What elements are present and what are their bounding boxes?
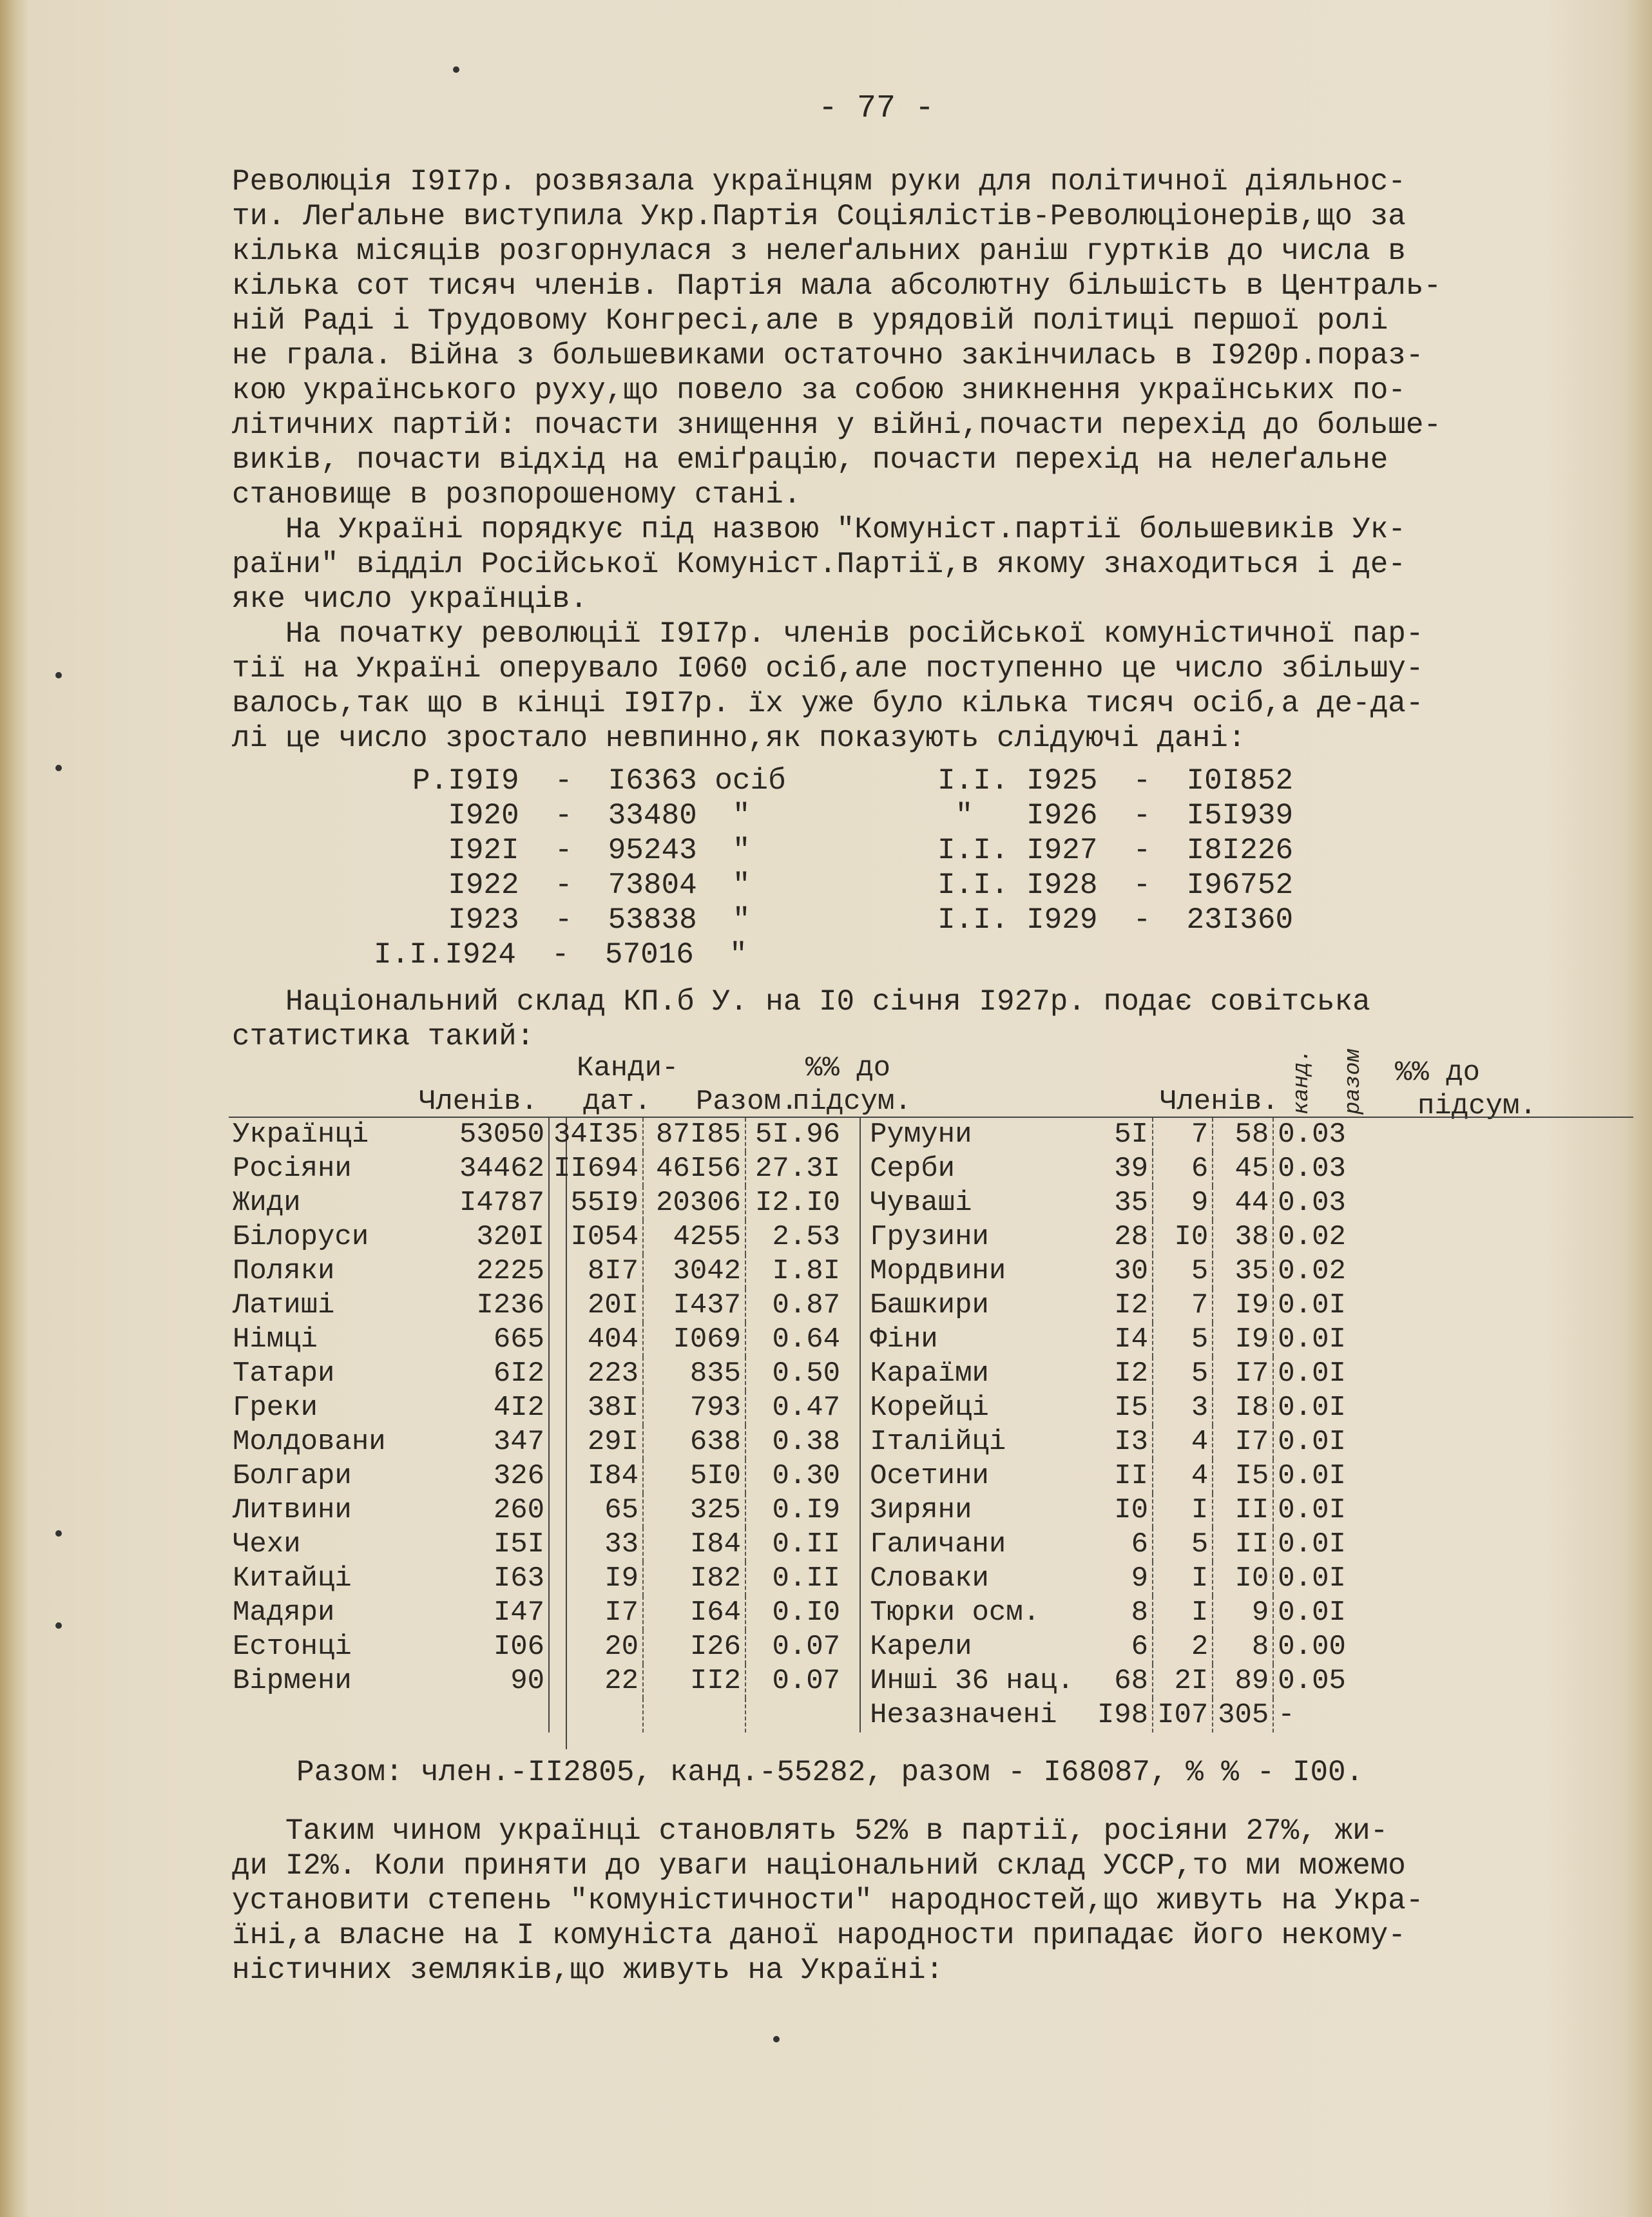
cell-r-pct: 0.00 — [1273, 1630, 1378, 1664]
cell-r-mem: 5I — [1114, 1118, 1149, 1151]
membership-row: Р.I9I9 - I6363 осіб — [412, 764, 786, 798]
cell-l-kand: 34I35 — [549, 1118, 643, 1152]
cell-l-pct: 0.30 — [745, 1459, 860, 1493]
page-number: - 77 - — [818, 90, 935, 127]
cell-l-pct: 0.07 — [745, 1630, 860, 1664]
cell-l-pct: 0.47 — [745, 1391, 860, 1425]
cell-l-tot: 325 — [643, 1493, 745, 1528]
table-row — [229, 1186, 1378, 1220]
cell-l-mem: I5I — [493, 1528, 545, 1560]
table-row — [229, 1220, 1378, 1254]
text-line: ністичних земляків,що живуть на Україні: — [232, 1953, 944, 1987]
cell-r-tot: 58 — [1213, 1118, 1273, 1152]
cell-r-mem: I4 — [1114, 1323, 1149, 1356]
cell-l-name: Татари — [233, 1358, 335, 1390]
text-line: їні,а власне на I комуніста даної народности припадає його некому- — [232, 1919, 1406, 1952]
paragraph-growth — [232, 617, 1591, 756]
cell-r-pct: 0.05 — [1273, 1664, 1378, 1698]
table-row — [229, 1289, 1378, 1323]
cell-l-name: Молдовани — [233, 1426, 386, 1458]
text-line: валось,так що в кінці I9I7р. їх уже було кілька тисяч осіб,а де-да- — [232, 687, 1424, 720]
cell-r-pct: 0.02 — [1273, 1220, 1378, 1254]
cell-r-name: Тюрки осм. — [860, 1596, 1086, 1630]
cell-l-tot: 20306 — [643, 1186, 745, 1220]
header-members: Членів. — [419, 1086, 538, 1118]
cell-r-name: Башкири — [860, 1289, 1086, 1323]
cell-l-name: Естонці — [233, 1631, 352, 1663]
cell-r-pct: 0.0I — [1273, 1357, 1378, 1391]
text-line: лі це число зростало невпинно,як показують слідуючі дані: — [232, 722, 1246, 755]
membership-row: I.I. I929 - 23I360 — [937, 903, 1294, 937]
cell-r-kand: 9 — [1153, 1186, 1213, 1220]
cell-r-pct: 0.0I — [1273, 1596, 1378, 1630]
cell-l-pct: 5I.96 — [745, 1118, 860, 1152]
cell-r-tot: 9 — [1213, 1596, 1273, 1630]
cell-l-name: Латиші — [233, 1289, 335, 1321]
cell-l-pct: I.8I — [745, 1254, 860, 1289]
cell-r-tot: 305 — [1213, 1698, 1273, 1732]
cell-r-tot: I9 — [1213, 1323, 1273, 1357]
cell-l-pct: 0.07 — [745, 1664, 860, 1698]
cell-l-mem — [456, 1698, 549, 1732]
cell-l-name: Поляки — [233, 1255, 335, 1287]
cell-l-pct: 0.I9 — [745, 1493, 860, 1528]
cell-r-kand: 7 — [1153, 1289, 1213, 1323]
cell-r-mem: 68 — [1114, 1665, 1149, 1697]
cell-l-mem: I47 — [493, 1597, 545, 1629]
cell-r-mem: 9 — [1131, 1562, 1149, 1595]
cell-l-tot: 638 — [643, 1425, 745, 1459]
ink-speck — [55, 1530, 62, 1537]
table-row — [229, 1493, 1378, 1528]
cell-l-mem: 326 — [493, 1460, 545, 1492]
membership-row: I920 - 33480 " — [412, 799, 751, 832]
cell-r-mem: 8 — [1131, 1597, 1149, 1629]
cell-r-tot: I7 — [1213, 1357, 1273, 1391]
cell-r-tot: 8 — [1213, 1630, 1273, 1664]
header-total: Разом. — [696, 1086, 798, 1118]
table-row — [229, 1152, 1378, 1186]
cell-l-mem: I4787 — [459, 1187, 545, 1219]
cell-l-name: Українці — [233, 1118, 369, 1151]
cell-l-pct: 2.53 — [745, 1220, 860, 1254]
cell-l-mem: 34462 — [459, 1153, 545, 1185]
header-members-right: Членів. — [1160, 1086, 1279, 1118]
cell-r-name: Карели — [860, 1630, 1086, 1664]
cell-r-pct: 0.0I — [1273, 1289, 1378, 1323]
header-kand-rotated: канд. — [1290, 1048, 1314, 1115]
membership-row: I.I. I927 - I8I226 — [937, 834, 1294, 867]
cell-l-mem: 53050 — [459, 1118, 545, 1151]
cell-l-kand: 8I7 — [549, 1254, 643, 1289]
cell-l-name: Жиди — [233, 1187, 301, 1219]
cell-r-mem: I5 — [1114, 1392, 1149, 1424]
cell-l-mem: 2225 — [476, 1255, 545, 1287]
membership-row: I92I - 95243 " — [412, 834, 751, 867]
table-row — [229, 1630, 1378, 1664]
table-row — [229, 1357, 1378, 1391]
cell-r-pct: 0.03 — [1273, 1186, 1378, 1220]
cell-l-mem: 320I — [476, 1221, 545, 1253]
cell-r-tot: I9 — [1213, 1289, 1273, 1323]
table-row — [229, 1596, 1378, 1630]
cell-l-kand: 20 — [549, 1630, 643, 1664]
text-line: ній Раді і Трудовому Конгресі,але в урядовій політиці першої ролі — [232, 304, 1388, 338]
cell-r-name: Фіни — [860, 1323, 1086, 1357]
cell-r-mem: I0 — [1114, 1494, 1149, 1526]
text-line: ти. Леґальне виступила Укр.Партія Соціялістів-Революціонерів,що за — [232, 200, 1406, 233]
cell-l-pct: 0.87 — [745, 1289, 860, 1323]
cell-r-name: Инші 36 нац. — [860, 1664, 1086, 1698]
cell-r-kand: 4 — [1153, 1425, 1213, 1459]
text-line: літичних партій: почасти знищення у війні,почасти перехід до больше- — [232, 408, 1442, 442]
table-row — [229, 1118, 1378, 1152]
cell-r-mem: II — [1114, 1460, 1149, 1492]
ink-speck — [55, 1622, 62, 1629]
cell-l-tot: I64 — [643, 1596, 745, 1630]
cell-r-pct: 0.0I — [1273, 1391, 1378, 1425]
cell-r-name: Серби — [860, 1152, 1086, 1186]
cell-r-pct: 0.0I — [1273, 1425, 1378, 1459]
ink-speck — [453, 66, 459, 73]
cell-l-mem: I236 — [476, 1289, 545, 1321]
ink-speck — [55, 672, 62, 678]
cell-r-kand: I07 — [1153, 1698, 1213, 1732]
header-kandy-top: Канди- — [577, 1052, 679, 1084]
table-row — [229, 1562, 1378, 1596]
cell-l-kand: I9 — [549, 1562, 643, 1596]
cell-l-name: Греки — [233, 1392, 318, 1424]
cell-r-mem: 28 — [1114, 1221, 1149, 1253]
header-pct-bottom-right: підсум. — [1417, 1090, 1537, 1122]
cell-r-mem: 30 — [1114, 1255, 1149, 1287]
membership-row: I923 - 53838 " — [412, 903, 751, 937]
cell-r-kand: 5 — [1153, 1254, 1213, 1289]
table-row — [229, 1391, 1378, 1425]
cell-r-pct: 0.0I — [1273, 1323, 1378, 1357]
cell-l-pct: 0.38 — [745, 1425, 860, 1459]
cell-r-name: Чуваші — [860, 1186, 1086, 1220]
membership-list-left — [374, 763, 786, 972]
cell-r-tot: 35 — [1213, 1254, 1273, 1289]
cell-r-name: Незазначені — [860, 1698, 1086, 1732]
text-line: статистика такий: — [232, 1020, 535, 1053]
membership-row: I.I. I928 - I96752 — [937, 869, 1294, 902]
cell-r-name: Словаки — [860, 1562, 1086, 1596]
table-row — [229, 1698, 1378, 1732]
ink-speck — [55, 765, 62, 771]
cell-l-tot: I26 — [643, 1630, 745, 1664]
cell-l-name — [229, 1698, 456, 1732]
cell-r-name: Мордвини — [860, 1254, 1086, 1289]
cell-l-mem: I06 — [493, 1631, 545, 1663]
text-line: кою українського руху,що повело за собою зникнення українських по- — [232, 374, 1406, 407]
cell-l-kand: 65 — [549, 1493, 643, 1528]
cell-l-kand: 20I — [549, 1289, 643, 1323]
cell-l-tot: I437 — [643, 1289, 745, 1323]
text-line: не грала. Війна з большевиками остаточно закінчилась в I920р.пораз- — [232, 339, 1424, 372]
text-line: кілька місяців розгорнулася з нелеґальних раніш гуртків до числа в — [232, 235, 1406, 268]
cell-l-tot: 46I56 — [643, 1152, 745, 1186]
paragraph-revolution — [232, 164, 1591, 512]
cell-l-kand — [549, 1698, 643, 1732]
cell-l-kand: 22 — [549, 1664, 643, 1698]
cell-l-tot: 5I0 — [643, 1459, 745, 1493]
cell-l-name: Білоруси — [233, 1221, 369, 1253]
header-kandy-bottom: дат. — [583, 1086, 651, 1118]
cell-r-name: Корейці — [860, 1391, 1086, 1425]
cell-r-name: Італійці — [860, 1425, 1086, 1459]
cell-l-name: Китайці — [233, 1562, 352, 1595]
cell-l-kand: I84 — [549, 1459, 643, 1493]
cell-r-tot: II — [1213, 1528, 1273, 1562]
cell-r-kand: 6 — [1153, 1152, 1213, 1186]
cell-l-pct — [745, 1698, 860, 1732]
cell-r-tot: 45 — [1213, 1152, 1273, 1186]
cell-r-kand: 5 — [1153, 1528, 1213, 1562]
cell-l-kand: I7 — [549, 1596, 643, 1630]
cell-r-mem: I2 — [1114, 1358, 1149, 1390]
cell-l-kand: 404 — [549, 1323, 643, 1357]
membership-row: I.I. I925 - I0I852 — [937, 764, 1294, 798]
table-row — [229, 1425, 1378, 1459]
table-summary: Разом: член.-II2805, канд.-55282, разом - I68087, % % - I00. — [296, 1756, 1364, 1789]
cell-r-kand: 7 — [1153, 1118, 1213, 1152]
membership-row: I922 - 73804 " — [412, 869, 751, 902]
text-line: становище в розпорошеному стані. — [232, 478, 802, 512]
text-line: яке число українців. — [232, 582, 588, 616]
paragraph-conclusion — [232, 1814, 1591, 1988]
cell-r-pct: 0.0I — [1273, 1562, 1378, 1596]
paragraph-kpbu — [232, 512, 1591, 617]
cell-l-pct: 27.3I — [745, 1152, 860, 1186]
cell-l-tot: I84 — [643, 1528, 745, 1562]
text-line: раїни" відділ Російської Комуніст.Партії,в якому знаходиться і де- — [232, 548, 1406, 581]
cell-l-tot: 3042 — [643, 1254, 745, 1289]
cell-l-kand: 29I — [549, 1425, 643, 1459]
cell-l-tot: 835 — [643, 1357, 745, 1391]
cell-r-tot: I0 — [1213, 1562, 1273, 1596]
text-line: ди I2%. Коли приняти до уваги національний склад УССР,то ми можемо — [232, 1849, 1406, 1883]
cell-r-kand: 2 — [1153, 1630, 1213, 1664]
cell-l-mem: 665 — [493, 1323, 545, 1356]
cell-r-name: Румуни — [860, 1118, 1086, 1152]
text-line: Національний склад КП.б У. на I0 січня I927р. подає совітська — [232, 985, 1370, 1019]
cell-r-pct: 0.02 — [1273, 1254, 1378, 1289]
cell-l-tot — [643, 1698, 745, 1732]
cell-r-pct: 0.03 — [1273, 1118, 1378, 1152]
cell-l-pct: 0.I0 — [745, 1596, 860, 1630]
cell-l-pct: 0.II — [745, 1528, 860, 1562]
cell-r-pct: 0.0I — [1273, 1528, 1378, 1562]
cell-l-kand: 223 — [549, 1357, 643, 1391]
cell-l-name: Росіяни — [233, 1153, 352, 1185]
cell-r-kand: 2I — [1153, 1664, 1213, 1698]
cell-l-tot: II2 — [643, 1664, 745, 1698]
table-row — [229, 1664, 1378, 1698]
header-pct-bottom: підсум. — [792, 1086, 912, 1118]
cell-r-mem: 6 — [1131, 1631, 1149, 1663]
text-line: кілька сот тисяч членів. Партія мала абсолютну більшість в Централь- — [232, 269, 1442, 303]
cell-r-tot: 89 — [1213, 1664, 1273, 1698]
text-line: виків, почасти відхід на еміґрацію, почасти перехід на нелеґальне — [232, 443, 1388, 477]
text-line: установити степень "комуністичности" народностей,що живуть на Укра- — [232, 1884, 1424, 1917]
text-line: Таким чином українці становлять 52% в партії, росіяни 27%, жи- — [232, 1814, 1388, 1848]
cell-r-tot: I5 — [1213, 1459, 1273, 1493]
cell-l-tot: I069 — [643, 1323, 745, 1357]
cell-r-pct: 0.0I — [1273, 1459, 1378, 1493]
cell-l-mem: 6I2 — [493, 1358, 545, 1390]
cell-r-name: Грузини — [860, 1220, 1086, 1254]
cell-r-name: Галичани — [860, 1528, 1086, 1562]
cell-l-name: Мадяри — [233, 1597, 335, 1629]
cell-r-tot: I8 — [1213, 1391, 1273, 1425]
cell-l-name: Литвини — [233, 1494, 352, 1526]
cell-l-kand: 55I9 — [549, 1186, 643, 1220]
cell-r-mem: 39 — [1114, 1153, 1149, 1185]
cell-r-kand: 5 — [1153, 1323, 1213, 1357]
cell-l-mem: 347 — [493, 1426, 545, 1458]
cell-r-name: Караїми — [860, 1357, 1086, 1391]
cell-r-kand: I — [1153, 1596, 1213, 1630]
table-row — [229, 1459, 1378, 1493]
cell-r-kand: 5 — [1153, 1357, 1213, 1391]
cell-r-kand: 3 — [1153, 1391, 1213, 1425]
cell-r-tot: II — [1213, 1493, 1273, 1528]
header-razom-rotated: разом — [1341, 1048, 1366, 1115]
cell-l-pct: 0.64 — [745, 1323, 860, 1357]
table-row — [229, 1528, 1378, 1562]
table-row — [229, 1323, 1378, 1357]
cell-l-tot: 87I85 — [643, 1118, 745, 1152]
cell-r-name: Осетини — [860, 1459, 1086, 1493]
membership-row: " I926 - I5I939 — [937, 799, 1294, 832]
cell-r-tot: 38 — [1213, 1220, 1273, 1254]
cell-r-mem: I2 — [1114, 1289, 1149, 1321]
cell-r-kand: 4 — [1153, 1459, 1213, 1493]
text-line: тії на Україні оперувало I060 осіб,але поступенно це число збільшу- — [232, 652, 1424, 686]
cell-r-kand: I — [1153, 1562, 1213, 1596]
ink-speck — [773, 2036, 780, 2042]
table-intro — [232, 984, 1591, 1054]
cell-l-mem: I63 — [493, 1562, 545, 1595]
membership-row: I.I.I924 - 57016 " — [374, 938, 747, 972]
cell-r-mem: I3 — [1114, 1426, 1149, 1458]
cell-l-tot: 4255 — [643, 1220, 745, 1254]
cell-l-name: Вірмени — [233, 1665, 352, 1697]
cell-l-pct: 0.50 — [745, 1357, 860, 1391]
national-composition-table — [229, 1118, 1378, 1732]
cell-l-name: Чехи — [233, 1528, 301, 1560]
cell-r-name: Зиряни — [860, 1493, 1086, 1528]
cell-l-kand: II694 — [549, 1152, 643, 1186]
table-row — [229, 1254, 1378, 1289]
cell-l-name: Німці — [233, 1323, 318, 1356]
header-pct-top: %% до — [805, 1052, 891, 1084]
cell-r-pct: 0.0I — [1273, 1493, 1378, 1528]
cell-r-kand: I — [1153, 1493, 1213, 1528]
cell-l-pct: I2.I0 — [745, 1186, 860, 1220]
cell-l-mem: 90 — [510, 1665, 545, 1697]
cell-r-tot: I7 — [1213, 1425, 1273, 1459]
cell-r-kand: I0 — [1153, 1220, 1213, 1254]
cell-l-kand: 33 — [549, 1528, 643, 1562]
cell-l-tot: 793 — [643, 1391, 745, 1425]
cell-r-mem: I98 — [1097, 1699, 1149, 1731]
cell-l-pct: 0.II — [745, 1562, 860, 1596]
text-line: На початку революції I9I7р. членів російської комуністичної пар- — [232, 617, 1424, 651]
cell-r-mem: 6 — [1131, 1528, 1149, 1560]
membership-list-right — [937, 763, 1293, 937]
cell-r-pct: - — [1273, 1698, 1378, 1732]
cell-l-name: Болгари — [233, 1460, 352, 1492]
cell-l-mem: 4I2 — [493, 1392, 545, 1424]
cell-r-mem: 35 — [1114, 1187, 1149, 1219]
cell-l-mem: 260 — [493, 1494, 545, 1526]
header-pct-top-right: %% до — [1395, 1057, 1481, 1089]
cell-l-kand: I054 — [549, 1220, 643, 1254]
cell-l-tot: I82 — [643, 1562, 745, 1596]
text-line: Революція I9I7р. розвязала українцям руки для політичної діяльнос- — [232, 165, 1406, 198]
cell-r-tot: 44 — [1213, 1186, 1273, 1220]
cell-r-pct: 0.03 — [1273, 1152, 1378, 1186]
text-line: На Україні порядкує під назвою "Комуніст.партії большевиків Ук- — [232, 513, 1406, 546]
cell-l-kand: 38I — [549, 1391, 643, 1425]
